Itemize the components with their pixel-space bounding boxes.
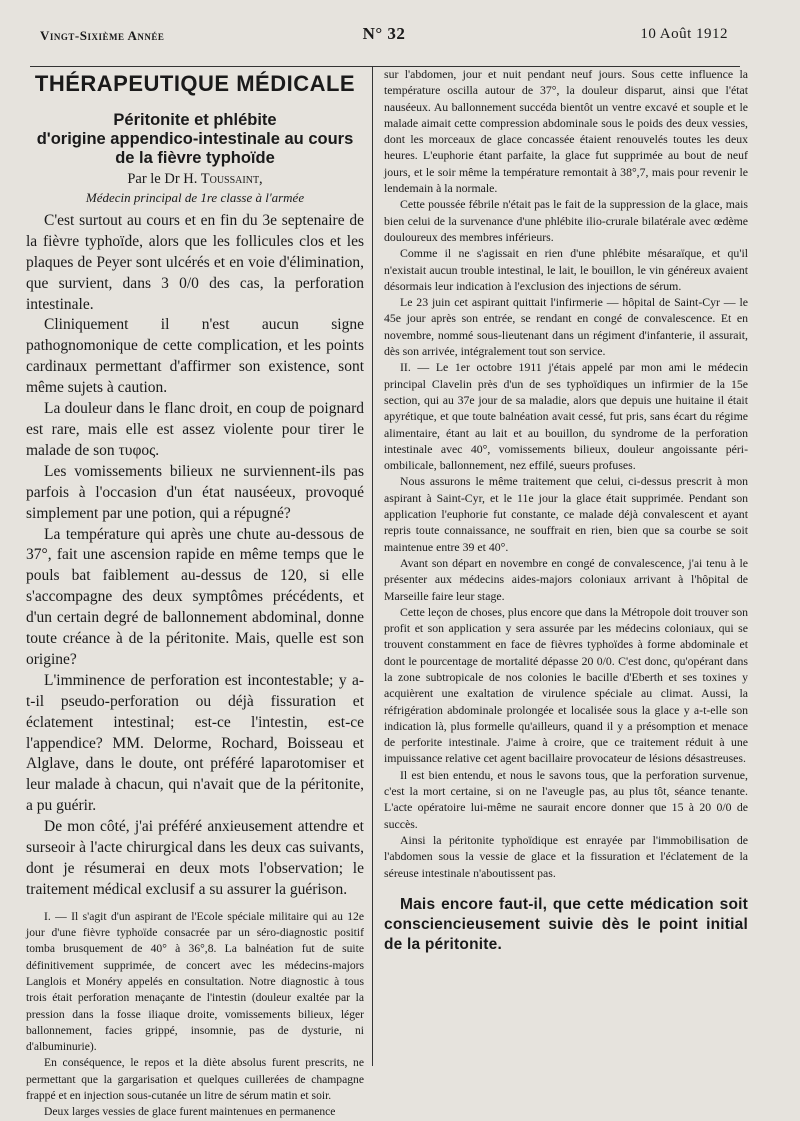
left-column bbox=[26, 66, 364, 1119]
body-paragraph: Comme il ne s'agissait en rien d'une phlébite mésaraïque, et qu'il n'existait aucun trouble intestinal, le lait, le bouillon, le vin généreux avaient désormais leur indication à l'exclusion des injections de sérum. bbox=[384, 246, 748, 293]
body-paragraph: De mon côté, j'ai préféré anxieusement attendre et surseoir à l'acte chirurgical dans les deux cas suivants, dont je résumerai en deux mots l'observation; le traitement médical exclusif a su assurer la guérison. bbox=[26, 818, 364, 898]
column-divider bbox=[372, 66, 373, 1066]
body-paragraph: Cette leçon de choses, plus encore que dans la Métropole doit trouver son profit et son application y sera assurée par les médecins coloniaux, qui se trouvent constamment en face de fièvres typhoïdes à forme abdominale et dont le pourcentage de mortalité dépasse 20 0/0. C'est donc, qu'opérant dans la zone subtropicale de nos colonies le bacille d'Eberth et ses toxines y acquièrent une exaltation de virulence spéciale au climat. Aussi, la réfrigération abdominale prolongée et localisée sous la glace y a-t-elle son indication là, plus formelle qu'ailleurs, quand il y a présomption et menace de perforite intestinale. J'aime à croire, que ce traitement réduit à une impuissance relative cet agent bacillaire provocateur de lésions désastreuses. bbox=[384, 604, 748, 766]
body-paragraph: Ainsi la péritonite typhoïdique est enrayée par l'immobilisation de l'abdomen sous la vessie de glace et la fissuration et l'éclatement de la séreuse intestinale n'aboutissent pas. bbox=[384, 832, 748, 880]
body-paragraph: C'est surtout au cours et en fin du 3e septenaire de la fièvre typhoïde, alors que les follicules clos et les plaques de Peyer sont ulcérés et en voie d'élimination, que survient, dans 3 0/0 des cas, la perforation intestinale. bbox=[26, 211, 364, 313]
case-note: En conséquence, le repos et la diète absolus furent prescrits, ne permettant que la gargarisation et quelques cuillerées de champagne frappé et en injection sous-cutanée un litre de sérum matin et soir. bbox=[26, 1056, 364, 1103]
body-paragraph: Le 23 juin cet aspirant quittait l'infirmerie — hôpital de Saint-Cyr — le 45e jour après son entrée, se rendant en congé de convalescence. Et en novembre, nommé sous-lieutenant dans un régiment d'infanterie, il assurait, dès son arrivée, intégralement tout son service. bbox=[384, 295, 748, 359]
article-title bbox=[26, 111, 364, 168]
right-column bbox=[384, 66, 748, 1076]
article-title-line: de la fièvre typhoïde bbox=[115, 148, 275, 167]
body-paragraph: Il est bien entendu, et nous le savons tous, que la perforation survenue, c'est la mort certaine, si on ne l'aveugle pas, au plus tôt, séance tenante. L'acte opératoire lui-même ne saurait encore donner que 15 à 20 0/0 de succès. bbox=[384, 767, 748, 831]
author-affiliation: Médecin principal de 1re classe à l'armée bbox=[85, 189, 305, 205]
byline-prefix: Par le Dr bbox=[127, 170, 184, 187]
body-paragraph: La température qui après une chute au-dessous de 37°, fait une ascension rapide en même temps que le pouls bat faiblement au-dessus de 120, si elle s'accompagne des deux symptômes précédents, et d'un certain degré de ballonnement abdominal, donne toute créance à de la péritonite. Mais, quelle est son origine? bbox=[26, 525, 364, 668]
section-title: THÉRAPEUTIQUE MÉDICALE bbox=[34, 71, 356, 96]
body-paragraph: sur l'abdomen, jour et nuit pendant neuf jours. Sous cette influence la température oscilla autour de 37°, la douleur disparut, ainsi que l'état nauséeux. Au ballonnement succéda bientôt un ventre excavé et souple et le malade aimait cette compression abdominale sous le poids des deux vessies, dont les morceaux de glace concassée étaient renouvelés toutes les deux heures. L'euphorie étant parfaite, la glace fut supprimée au bout de neuf jours, et le soir même la température remontait à 38°,7, mais pour revenir le lendemain à la normale. bbox=[384, 67, 748, 196]
case-note: Deux larges vessies de glace furent maintenues en permanence bbox=[44, 1105, 336, 1119]
body-paragraph: II. — Le 1er octobre 1911 j'étais appelé par mon ami le médecin principal Clavelin près d'un de ses typhoïdiques un infirmier de la 15e section, qui au 37e jour de sa maladie, alors que depuis une huitaine il était apyrétique, et que toute balnéation avait cessé, fut pris, sans écart du régime alimentaire, étant au lait et au bouillon, du syndrome de la perforation intestinale avec 40°, vomissements bilieux, douleur angoissante péri-ombilicale, ballonnement, nez effilé, sueurs profuses. bbox=[384, 360, 748, 473]
article-title-line: Péritonite et phlébite bbox=[113, 110, 277, 129]
body-paragraph: Avant son départ en novembre en congé de convalescence, j'ai tenu à le présenter aux médecins aides-majors coloniaux arrivant à l'hôpital de Marseille faire leur stage. bbox=[384, 555, 748, 603]
conclusion-paragraph: Mais encore faut-il, que cette médication soit consciencieusement suivie dès le point initial de la péritonite. bbox=[384, 895, 748, 953]
body-paragraph: Cliniquement il n'est aucun signe pathognomonique de cette complication, et les points cardinaux permettant d'affirmer son existence, sont même sujets à caution. bbox=[26, 316, 364, 397]
issue-date: 10 Août 1912 bbox=[640, 26, 728, 42]
article-title-line: d'origine appendico-intestinale au cours bbox=[36, 129, 354, 148]
volume-label: Vingt-Sixième Année bbox=[40, 28, 165, 43]
body-paragraph: Les vomissements bilieux ne surviennent-ils pas parfois à l'occasion d'un état nauséeux, provoqué simplement par une potion, qui a répugné? bbox=[26, 462, 364, 522]
page-header bbox=[40, 24, 728, 48]
byline bbox=[26, 170, 364, 189]
body-paragraph: Cette poussée fébrile n'était pas le fait de la suppression de la glace, mais bien celui de la survenance d'une phlébite ilio-crurale bilatérale avec œdème douloureux des membres inférieurs. bbox=[384, 197, 748, 244]
issue-number: N° 32 bbox=[362, 24, 406, 43]
case-note: I. — Il s'agit d'un aspirant de l'Ecole spéciale militaire qui au 12e jour d'une fièvre typhoïde consacrée par un séro-diagnostic positif tomba brusquement de 40° à 36°,8. La balnéation fut de suite définitivement supprimée, de concert avec les médecins-majors Langlois et Monéry appelés en consultation. Notre diagnostic à tous trois était perforation menaçante de l'intestin (douleur exaltée par la pression dans la fosse iliaque droite, vomissements bilieux, léger ballonnement, facies grippé, insomnie, pas de dysturie, ni d'albuminurie). bbox=[26, 909, 364, 1054]
body-paragraph: L'imminence de perforation est incontestable; y a-t-il pseudo-perforation ou déjà fissuration et éclatement intestinal; est-ce l'intestin, est-ce l'appendice? MM. Delorme, Rochard, Boisseau et Alglave, dans le doute, ont préféré laparotomiser et leur malade à chacun, qui n'avait que de la péritonite, a pu guérir. bbox=[26, 671, 364, 815]
body-paragraph: La douleur dans le flanc droit, en coup de poignard est rare, mais elle est assez violente pour tirer le malade de son τυφος. bbox=[26, 400, 364, 459]
author-name: H. Toussaint, bbox=[183, 170, 263, 187]
body-paragraph: Nous assurons le même traitement que celui, ci-dessus prescrit à mon aspirant à Saint-Cyr, et le 11e jour la glace était supprimée. Pendant son application l'euphorie fut constante, ce malade déjà convalescent et ayant repris toute connaissance, ne souffrait en rien, bien que sa courbe se soit maintenue entre 39 et 40°. bbox=[384, 474, 748, 554]
